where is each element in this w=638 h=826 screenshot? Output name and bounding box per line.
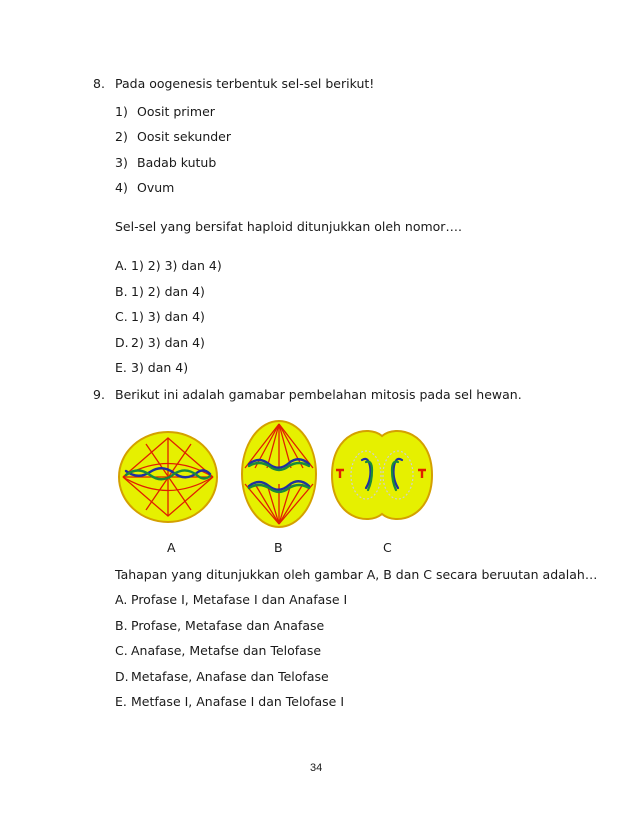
cell-figure-a [116,428,220,526]
q8-item-text: Badab kutub [137,155,217,170]
q9-option-text: Anafase, Metafse dan Telofase [131,643,322,658]
q8-item-num: 4) [115,180,128,195]
q8-item-text: Oosit primer [137,104,215,119]
q8-item-num: 1) [115,104,128,119]
q8-option-text: 1) 3) dan 4) [131,309,205,324]
q8-item-num: 3) [115,155,128,170]
q8-item-num: 2) [115,129,128,144]
q8-option-letter: A. [115,258,128,273]
q8-stem: Pada oogenesis terbentuk sel-sel berikut! [115,76,375,91]
page-number: 34 [310,762,323,774]
cell-figure-c [330,428,434,522]
q8-option-text: 1) 2) dan 4) [131,284,205,299]
q8-option-letter: C. [115,309,128,324]
q9-option-letter: D. [115,669,129,684]
cell-figure-b [239,418,319,530]
q8-option-letter: D. [115,335,129,350]
q8-number: 8. [93,76,105,91]
q9-option-letter: E. [115,694,127,709]
figure-label-b: B [274,540,283,555]
q8-option-letter: E. [115,360,127,375]
q9-number: 9. [93,387,105,402]
q8-option-text: 3) dan 4) [131,360,189,375]
q9-option-text: Profase I, Metafase I dan Anafase I [131,592,348,607]
q9-option-text: Metafase, Anafase dan Telofase [131,669,329,684]
q8-item-text: Oosit sekunder [137,129,232,144]
q9-option-text: Metfase I, Anafase I dan Telofase I [131,694,345,709]
q9-option-letter: B. [115,618,128,633]
q8-option-text: 1) 2) 3) dan 4) [131,258,222,273]
figure-label-c: C [383,540,392,555]
q8-item-text: Ovum [137,180,175,195]
q9-option-letter: C. [115,643,128,658]
q9-option-letter: A. [115,592,128,607]
q9-stem: Berikut ini adalah gamabar pembelahan mitosis pada sel hewan. [115,387,522,402]
q8-option-text: 2) 3) dan 4) [131,335,205,350]
q8-prompt: Sel-sel yang bersifat haploid ditunjukkan oleh nomor…. [115,219,462,234]
cell-c-membrane [332,431,432,519]
figure-label-a: A [167,540,176,555]
q9-prompt: Tahapan yang ditunjukkan oleh gambar A, B dan C secara beruutan adalah… [115,567,598,582]
q9-option-text: Profase, Metafase dan Anafase [131,618,325,633]
q8-option-letter: B. [115,284,128,299]
